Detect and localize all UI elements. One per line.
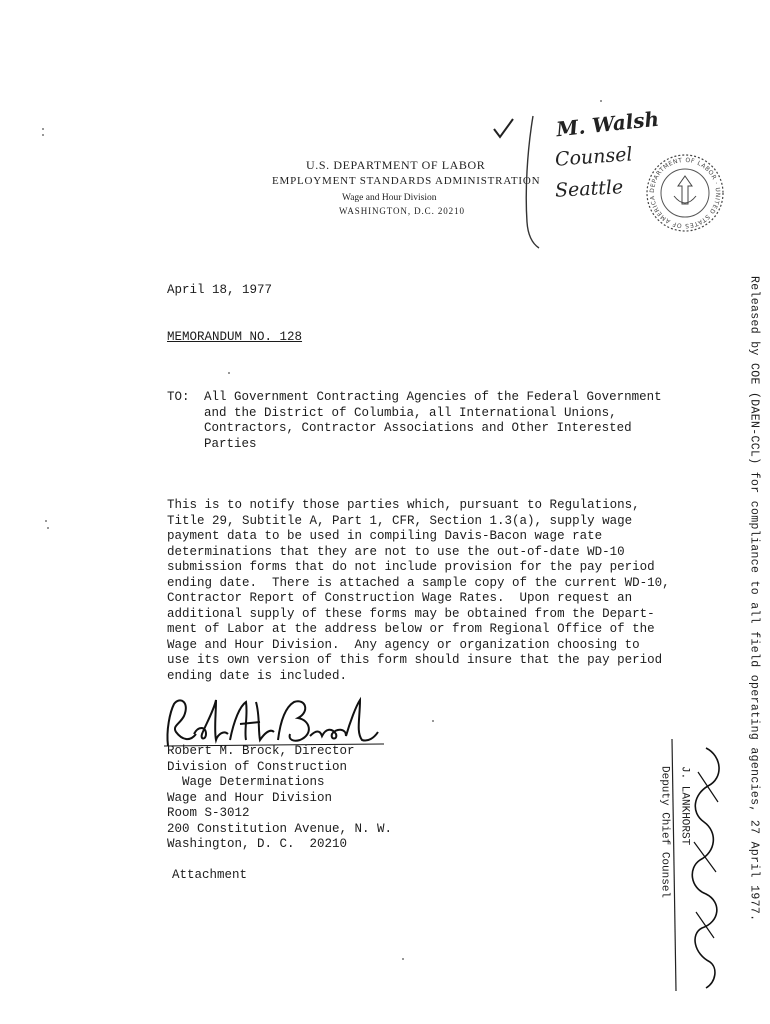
to-recipients: All Government Contracting Agencies of the Federal Government and the District of Columbia, all International Unions, Contractors, Contractor Associations and Other Interested Parties [204, 390, 662, 451]
letterhead-address: WASHINGTON, D.C. 20210 [339, 206, 465, 216]
scan-speck [47, 527, 49, 529]
scan-speck [42, 134, 44, 136]
scan-speck [402, 958, 404, 960]
approver-name: J. LANKHORST [678, 766, 691, 846]
scan-speck [228, 372, 230, 374]
scan-speck [432, 720, 434, 722]
release-note: Released by COE (DAEN-CCL) for compliance to all field operating agencies, 27 April 1977. [747, 276, 761, 922]
handwritten-counsel: Counsel [554, 143, 634, 171]
memo-number: MEMORANDUM NO. 128 [167, 330, 303, 344]
attachment-label: Attachment [172, 868, 248, 882]
seal-icon [644, 152, 726, 234]
handwritten-bracket [515, 112, 545, 252]
approver-title: Deputy Chief Counsel [658, 766, 671, 899]
letterhead-division: Wage and Hour Division [342, 193, 437, 203]
letterhead-administration: EMPLOYMENT STANDARDS ADMINISTRATION [272, 175, 541, 187]
signature-block: Robert M. Brock, Director Division of Construction Wage Determinations Wage and Hour Division Room S-3012 200 Constitution Avenue, N. W. Washington, D. C. 20210 [167, 744, 393, 851]
memo-date: April 18, 1977 [167, 283, 273, 297]
scan-speck [600, 100, 602, 102]
letterhead-department: U.S. DEPARTMENT OF LABOR [306, 158, 486, 172]
handwritten-recipient: M. Walsh [555, 106, 661, 142]
svg-text:DEPARTMENT OF LABOR · UNITED S: DEPARTMENT OF LABOR · UNITED STATES OF AMERICA [648, 156, 722, 230]
handwritten-location: Seattle [554, 176, 624, 202]
checkmark-icon [492, 116, 516, 142]
signature-lankhorst [676, 742, 730, 992]
memo-body: This is to notify those parties which, pursuant to Regulations, Title 29, Subtitle A, Part 1, CFR, Section 1.3(a), supply wage payment data to be used in compiling Davis-Bacon wage rate determinations that they are not to use the out-of-date WD-10 submission forms that do not include provision for the pay period ending date. There is attached a sample copy of the current WD-10, Contractor Report of Construction Wage Rates. Upon request an additional supply of these forms may be obtained from the Depart- ment of Labor at the address below or from Regional Office of the Wage and Hour Division. Any agency or organization choosing to use its own version of this form should insure that the pay period ending date is included. [167, 498, 670, 683]
to-label: TO: [167, 390, 190, 404]
scan-speck [42, 128, 44, 130]
scan-speck [45, 520, 47, 522]
